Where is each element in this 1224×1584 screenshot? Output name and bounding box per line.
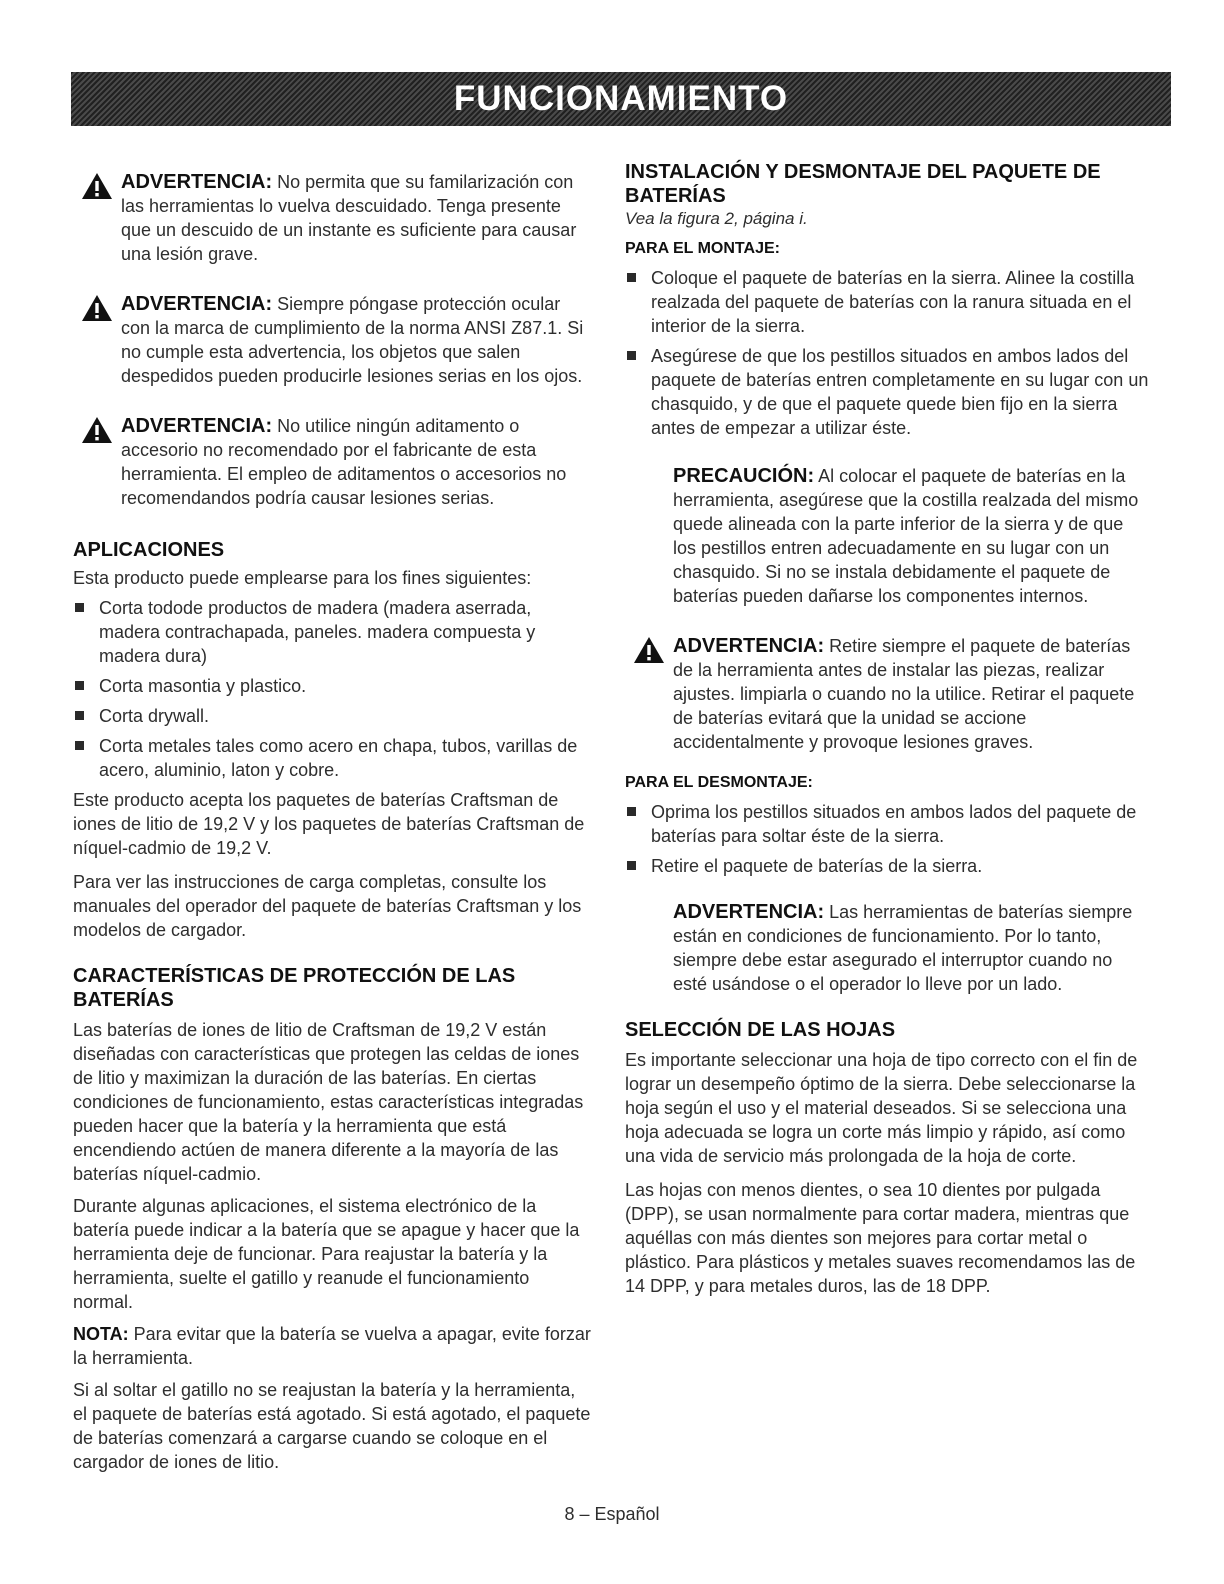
mounting-list: [625, 266, 1150, 440]
warning-block: [625, 634, 1150, 754]
list-item: Coloque el paquete de baterías en la sierra. Alinee la costilla realzada del paquete de baterías con la ranura situada en el interior de la sierra.: [625, 266, 1150, 338]
section-heading-battery-protection: CARACTERÍSTICAS DE PROTECCIÓN DE LAS BATERÍAS: [73, 965, 516, 1011]
warning-block: [73, 292, 593, 388]
warning-block: [625, 900, 1150, 996]
warning-block: [73, 414, 593, 510]
section-heading-blade-selection: SELECCIÓN DE LAS HOJAS: [625, 1019, 896, 1041]
warning-label: ADVERTENCIA:: [121, 293, 273, 315]
warning-triangle-icon: [81, 294, 113, 322]
caution-label: PRECAUCIÓN:: [673, 465, 815, 487]
section-heading-applications: APLICACIONES: [73, 539, 225, 561]
list-item: Oprima los pestillos situados en ambos lados del paquete de baterías para soltar éste de la sierra.: [625, 800, 1150, 848]
warning-label: ADVERTENCIA:: [121, 171, 273, 193]
list-item: Corta todode productos de madera (madera aserrada, madera contrachapada, paneles. madera compuesta y madera dura): [73, 596, 593, 668]
list-item: Corta metales tales como acero en chapa, tubos, varillas de acero, aluminio, laton y cobre.: [73, 734, 593, 782]
warning-text: No utilice ningún aditamento o accesorio no recomendado por el fabricante de esta herramienta. El empleo de aditamentos o accesorios no recomendandos podría causar lesiones serias.: [121, 416, 567, 508]
applications-list: [73, 596, 593, 782]
list-item: Corta masontia y plastico.: [73, 674, 593, 698]
figure-reference: Vea la figura 2, página i.: [625, 209, 808, 228]
protection-paragraph: Las baterías de iones de litio de Craftsman de 19,2 V están diseñadas con características que protegen las celdas de iones de litio y maximizan la duración de las baterías. En ciertas condiciones de funcionamiento, estas características integradas pueden hacer que la batería y la herramienta que está encendiendo actúen de manera diferente a la mayoría de las baterías níquel-cadmio.: [73, 1020, 584, 1184]
caution-block: [625, 464, 1150, 608]
list-item: Corta drywall.: [73, 704, 593, 728]
blade-paragraph: Es importante seleccionar una hoja de tipo correcto con el fin de lograr un desempeño óptimo de la sierra. Debe seleccionarse la hoja según el uso y el material deseados. Si se selecciona una hoja adecuada se logra un corte más limpio y rápido, así como una vida de servicio más prolongada de la hoja de corte.: [625, 1050, 1138, 1166]
blade-paragraph: Las hojas con menos dientes, o sea 10 dientes por pulgada (DPP), se usan normalmente para cortar madera, mientras que aquéllas con más dientes son mejores para cortar metal o plástico. Para plásticos y metales suaves recomendamos las de 14 DPP, y para metales duros, las de 18 DPP.: [625, 1180, 1136, 1296]
protection-paragraph: Si al soltar el gatillo no se reajustan la batería y la herramienta, el paquete de baterías está agotado. Si está agotado, el paquete de baterías comenzará a cargarse cuando se coloque en el cargador de iones de litio.: [73, 1380, 591, 1472]
note: [73, 1322, 593, 1370]
warning-text: Siempre póngase protección ocular con la marca de cumplimiento de la norma ANSI Z87.1. Si no cumple esta advertencia, los objetos que salen despedidos pueden producirle lesiones serias en los ojos.: [121, 294, 584, 386]
caution-text: Al colocar el paquete de baterías en la herramienta, asegúrese que la costilla realzada del mismo quede alineada con la parte inferior de la sierra y de que los pestillos entren adecuadamente en su lugar con un chasquido. Si no se instala debidamente el paquete de baterías pueden dañarse los componentes internos.: [673, 466, 1139, 606]
applications-paragraph: Para ver las instrucciones de carga completas, consulte los manuales del operador del paquete de baterías Craftsman y los modelos de cargador.: [73, 872, 582, 940]
applications-intro: Esta producto puede emplearse para los fines siguientes:: [73, 568, 532, 588]
right-column: [625, 160, 1150, 1298]
warning-text: Retire siempre el paquete de baterías de la herramienta antes de instalar las piezas, realizar ajustes. limpiarla o cuando no la utilice. Retirar el paquete de baterías evitará que la unidad se accione accidentalmente y provoque lesiones graves.: [673, 636, 1135, 752]
warning-triangle-icon: [81, 172, 113, 200]
list-item: Retire el paquete de baterías de la sierra.: [625, 854, 1150, 878]
warning-text: Las herramientas de baterías siempre están en condiciones de funcionamiento. Por lo tanto, siempre debe estar asegurado el interruptor cuando no esté usándose o el operador lo lleve por un lado.: [673, 902, 1133, 994]
warning-triangle-icon: [633, 636, 665, 664]
applications-paragraph: Este producto acepta los paquetes de baterías Craftsman de iones de litio de 19,2 V y los paquetes de baterías Craftsman de níquel-cadmio de 19,2 V.: [73, 790, 585, 858]
left-column: [73, 160, 593, 1474]
section-heading-installation: INSTALACIÓN Y DESMONTAJE DEL PAQUETE DE BATERÍAS: [625, 161, 1101, 207]
warning-block: [73, 170, 593, 266]
section-banner: [71, 72, 1171, 126]
warning-label: ADVERTENCIA:: [673, 635, 825, 657]
subheading-dismounting: PARA EL DESMONTAJE:: [625, 774, 813, 791]
note-text: Para evitar que la batería se vuelva a apagar, evite forzar la herramienta.: [73, 1324, 591, 1368]
note-label: NOTA:: [73, 1324, 129, 1344]
warning-triangle-icon: [81, 416, 113, 444]
list-item: Asegúrese de que los pestillos situados en ambos lados del paquete de baterías entren completamente en su lugar con un chasquido, y de que el paquete quede bien fijo en la sierra antes de empezar a utilizar éste.: [625, 344, 1150, 440]
dismounting-list: [625, 800, 1150, 878]
warning-label: ADVERTENCIA:: [673, 901, 825, 923]
warning-label: ADVERTENCIA:: [121, 415, 273, 437]
page-footer: 8 – Español: [564, 1504, 660, 1524]
warning-text: No permita que su familarización con las herramientas lo vuelva descuidado. Tenga presente que un descuido de un instante es suficiente para causar una lesión grave.: [121, 172, 577, 264]
subheading-mounting: PARA EL MONTAJE:: [625, 240, 780, 257]
page-title: FUNCIONAMIENTO: [453, 79, 789, 118]
protection-paragraph: Durante algunas aplicaciones, el sistema electrónico de la batería puede indicar a la batería que se apague y hacer que la herramienta deje de funcionar. Para reajustar la batería y la herramienta, suelte el gatillo y reanude el funcionamiento normal.: [73, 1196, 580, 1312]
